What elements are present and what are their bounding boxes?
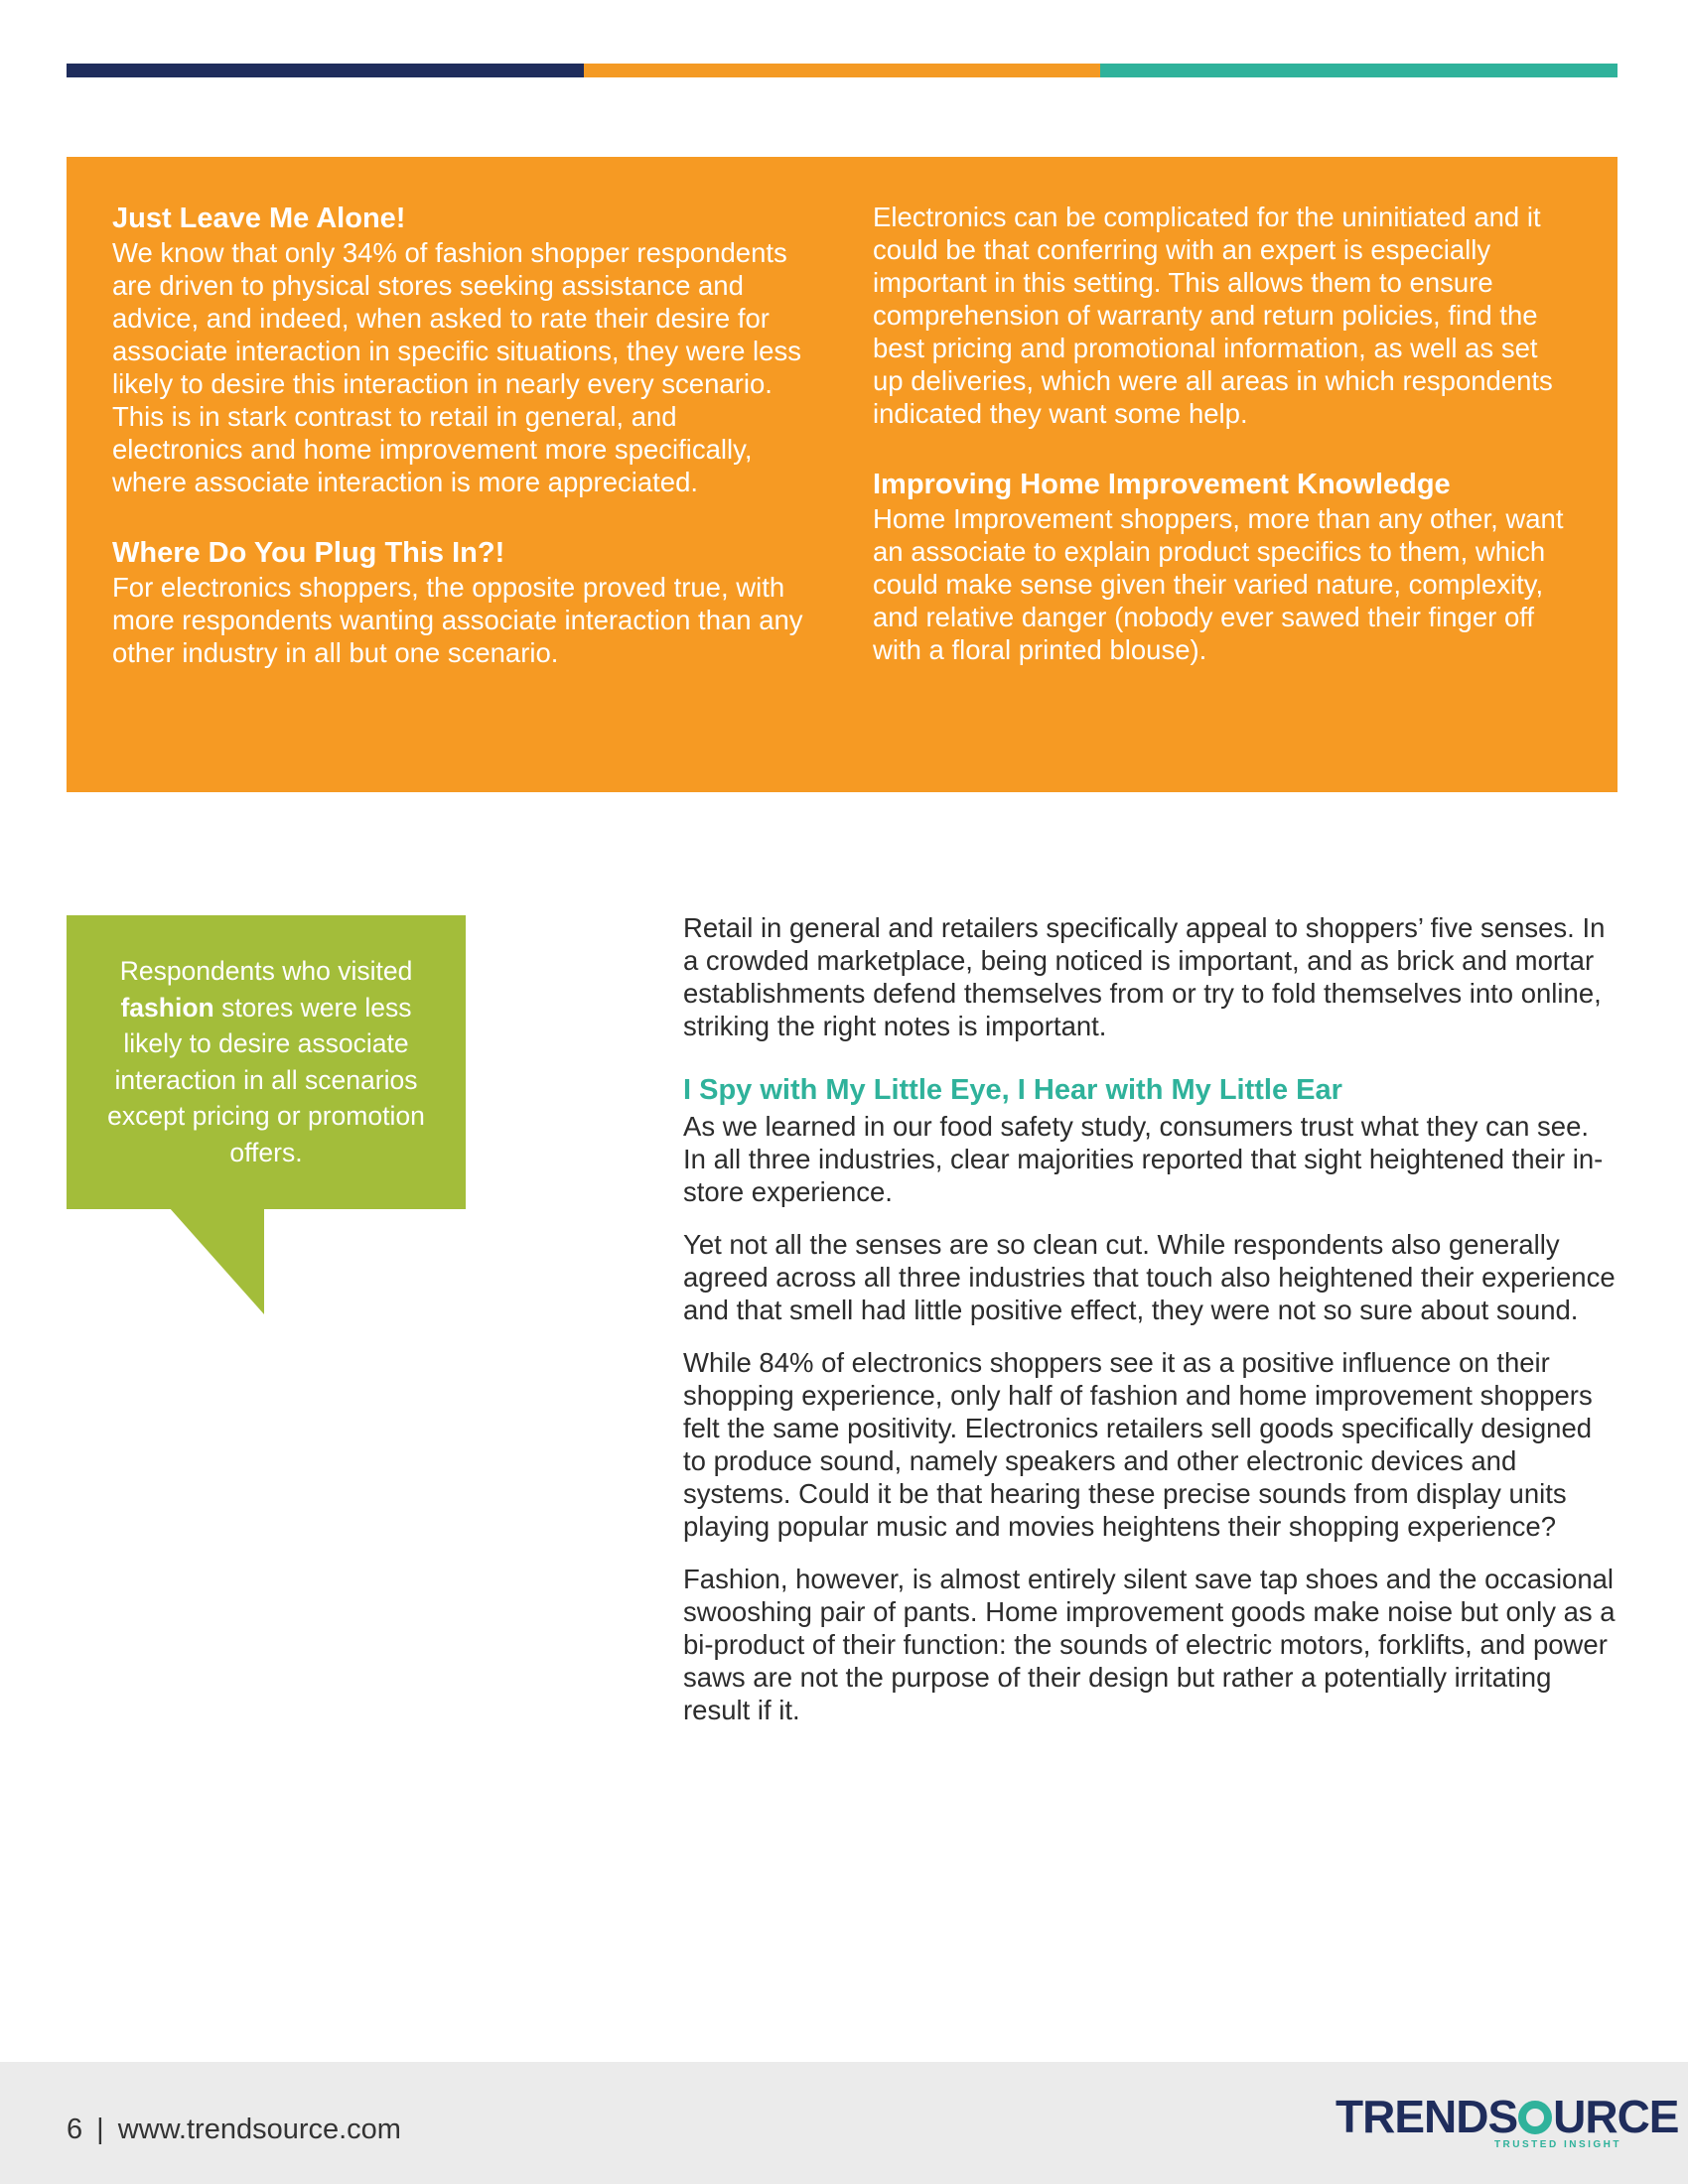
footer-url-link[interactable]: www.trendsource.com bbox=[117, 2114, 401, 2145]
top-color-bar bbox=[67, 64, 1618, 77]
orange-box-right-column bbox=[873, 201, 1572, 666]
trendsource-logo bbox=[1336, 2091, 1679, 2155]
top-bar-orange-segment bbox=[584, 64, 1101, 77]
speech-bubble-callout bbox=[67, 915, 466, 1209]
top-bar-navy-segment bbox=[67, 64, 584, 77]
paragraph-home-improvement-shoppers: Home Improvement shoppers, more than any other, want an associate to explain product specifics to them, which could make sense given their varied nature, complexity, and relative danger (nobody ever sawed their finger off with a floral printed blouse). bbox=[873, 503, 1564, 665]
footer-separator: | bbox=[96, 2114, 104, 2145]
paragraph-senses: Yet not all the senses are so clean cut. While respondents also generally agreed across all three industries that touch also heightened their experience and that smell had little positive effect, they were not so sure about sound. bbox=[683, 1229, 1616, 1325]
page-footer bbox=[0, 2062, 1688, 2184]
logo-tagline: TRUSTED INSIGHT bbox=[1493, 2139, 1621, 2150]
logo-text-part2: URCE bbox=[1553, 2091, 1679, 2142]
paragraph-electronics-shoppers: For electronics shoppers, the opposite proved true, with more respondents wanting associate interaction than any other industry in all but one scenario. bbox=[112, 572, 803, 668]
callout-bold-word: fashion bbox=[120, 992, 214, 1023]
logo-o-icon bbox=[1518, 2101, 1552, 2134]
footer-page-info bbox=[67, 2112, 401, 2147]
top-bar-teal-segment bbox=[1100, 64, 1618, 77]
paragraph-intro: Retail in general and retailers specifically appeal to shoppers’ five senses. In a crowded marketplace, being noticed is important, and as brick and mortar establishments defend themselves from or try to fold themselves into online, striking the right notes is important. bbox=[683, 912, 1606, 1041]
heading-just-leave-me-alone: Just Leave Me Alone! bbox=[112, 203, 406, 234]
heading-i-spy: I Spy with My Little Eye, I Hear with My Little Ear bbox=[683, 1074, 1342, 1106]
orange-box-left-column bbox=[112, 201, 807, 669]
orange-highlight-box bbox=[67, 157, 1618, 792]
main-article-column bbox=[683, 911, 1617, 1746]
callout-text-before: Respondents who visited bbox=[119, 956, 413, 986]
paragraph-sound: While 84% of electronics shoppers see it as a positive influence on their shopping experience, only half of fashion and home improvement shoppers felt the same positivity. Electronics retailers sell goods specifically designed to produce sound, namely speakers and other electronic devices and systems. Could it be that hearing these precise sounds from display units playing popular music and movies heightens their shopping experience? bbox=[683, 1347, 1593, 1542]
paragraph-sight: As we learned in our food safety study, consumers trust what they can see. In all three industries, clear majorities reported that sight heightened their in-store experience. bbox=[683, 1111, 1604, 1207]
speech-bubble-tail bbox=[169, 1207, 264, 1314]
paragraph-fashion-silent: Fashion, however, is almost entirely silent save tap shoes and the occasional swooshing pair of pants. Home improvement goods make noise but only as a bi-product of their function: the sounds of electric motors, forklifts, and power saws are not the purpose of their design but rather a potentially irritating result if it. bbox=[683, 1564, 1616, 1725]
page-number: 6 bbox=[67, 2114, 83, 2145]
paragraph-electronics-complicated: Electronics can be complicated for the uninitiated and it could be that conferring with an expert is especially important in this setting. This allows them to ensure comprehension of warranty and return policies, find the best pricing and promotional information, as well as set up deliveries, which were all areas in which respondents indicated they want some help. bbox=[873, 202, 1553, 429]
logo-text-part1: TRENDS bbox=[1336, 2091, 1518, 2142]
callout-text-after: stores were less likely to desire associate interaction in all scenarios except pricing or promotion offers. bbox=[107, 992, 425, 1167]
heading-improving-home-improvement: Improving Home Improvement Knowledge bbox=[873, 469, 1451, 500]
heading-where-do-you-plug: Where Do You Plug This In?! bbox=[112, 537, 505, 569]
logo-wordmark bbox=[1336, 2092, 1678, 2141]
paragraph-fashion-shoppers: We know that only 34% of fashion shopper respondents are driven to physical stores seeking assistance and advice, and indeed, when asked to rate their desire for associate interaction in specific situations, they were less likely to desire this interaction in nearly every scenario. This is in stark contrast to retail in general, and electronics and home improvement more specifically, where associate interaction is more appreciated. bbox=[112, 237, 801, 497]
